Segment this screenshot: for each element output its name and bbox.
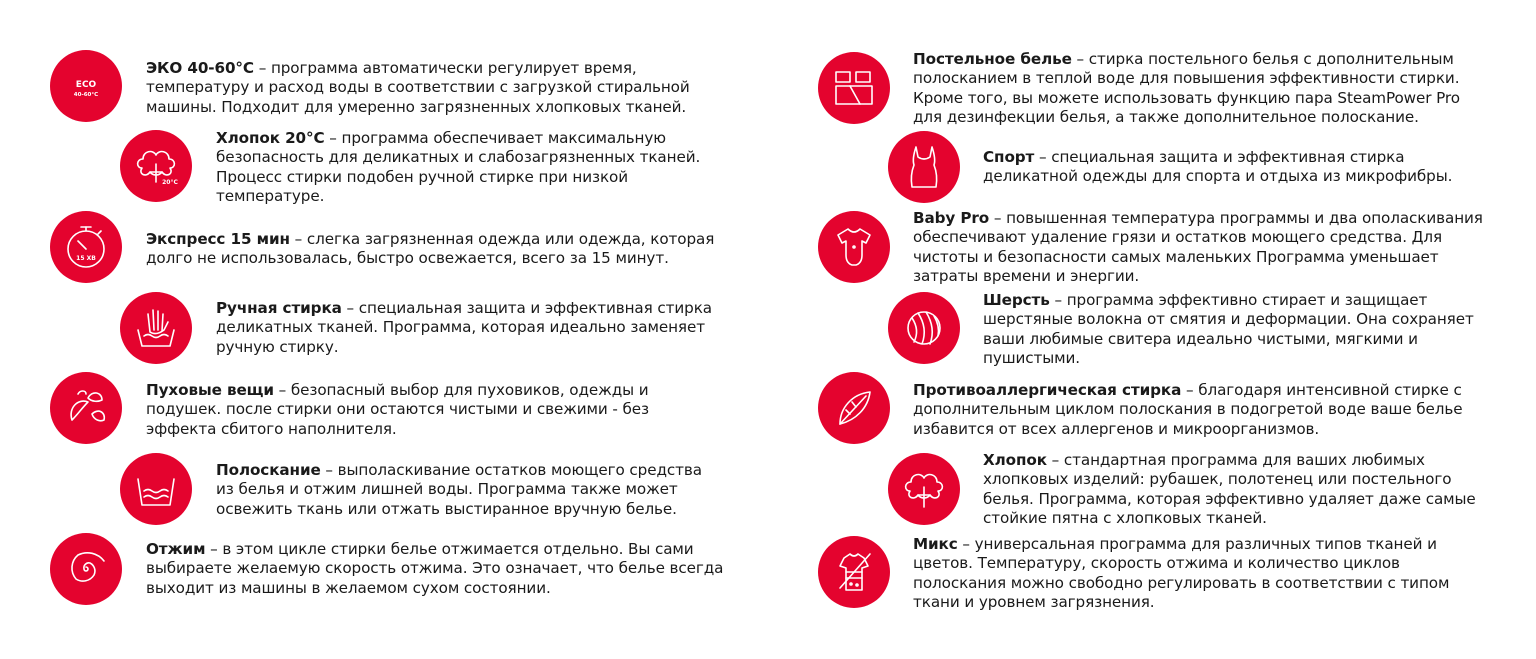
program-title: Противоаллергическая стирка — [913, 381, 1182, 399]
program-title: Ручная стирка — [216, 299, 342, 317]
eco-icon-label: ECO — [75, 80, 97, 90]
program-title: Пуховые вещи — [146, 381, 274, 399]
program-description: Baby Pro – повышенная температура программы и два ополаскивания обеспечивают удаление грязи и остатков моющего средства. Для чистоты и безопасности самых маленьких Программа уменьшает затраты времени и энергии. — [913, 209, 1483, 286]
program-text: программа эффективно стирает и защищает шерстяные волокна от смятия и деформации. Она сохраняет ваши любимые свитера идеально чистыми, мягкими и пушистыми. — [983, 291, 1474, 368]
program-description: Хлопок – стандартная программа для ваших любимых хлопковых изделий: рубашек, полотенец или постельного белья. Программа, которая эффективно удаляет даже самые стойкие пятна с хлопковых тканей. — [983, 451, 1476, 528]
cotton-icon — [888, 453, 960, 525]
program-description: Противоаллергическая стирка – благодаря интенсивной стирке с дополнительным циклом полоскания в подогретой воде ваше белье избавится от всех аллергенов и микроорганизмов. — [913, 381, 1463, 438]
program-description: Пуховые вещи – безопасный выбор для пуховиков, одежды и подушек. после стирки они остаются чистыми и свежими - без эффекта сбитого наполнителя. — [146, 381, 650, 438]
program-text: безопасный выбор для пуховиков, одежды и подушек. после стирки они остаются чистыми и свежими - без эффекта сбитого наполнителя. — [146, 381, 650, 438]
program-text: благодаря интенсивной стирке с дополнительным циклом полоскания в подогретой воде ваше белье избавится от всех аллергенов и микроорганизмов. — [913, 381, 1463, 438]
program-title: ЭКО 40-60°C — [146, 59, 254, 77]
program-description: Спорт – специальная защита и эффективная стирка деликатной одежды для спорта и отдыха из микрофибры. — [983, 148, 1453, 186]
program-text: программа обеспечивает максимальную безопасность для деликатных и слабозагрязненных тканей. Процесс стирки подобен ручной стирке при низкой температуре. — [216, 129, 701, 206]
program-description: Хлопок 20°C – программа обеспечивает максимальную безопасность для деликатных и слабозагрязненных тканей. Процесс стирки подобен ручной стирке при низкой температуре. — [216, 129, 701, 206]
program-description: Постельное белье – стирка постельного белья с дополнительным полосканием в теплой воде для повышения эффективности стирки. Кроме того, вы можете использовать функцию пара SteamPower Pro для дезинфекции белья, а также дополнительное полоскание. — [913, 50, 1460, 127]
program-title: Постельное белье — [913, 50, 1072, 68]
program-title: Baby Pro — [913, 209, 990, 227]
program-title: Хлопок 20°C — [216, 129, 325, 147]
mix-clothes-icon — [818, 536, 890, 608]
bedding-icon — [818, 52, 890, 124]
feathers-icon — [50, 372, 122, 444]
sport-top-icon — [888, 131, 960, 203]
wool-ball-icon — [888, 292, 960, 364]
program-title: Хлопок — [983, 451, 1047, 469]
program-description: ЭКО 40-60°C – программа автоматически регулирует время, температуру и расход воды в соответствии с загрузкой стиральной машины. Подходит для умеренно загрязненных хлопковых тканей. — [146, 59, 690, 116]
program-description: Микс – универсальная программа для различных типов тканей и цветов. Температуру, скорость отжима и количество циклов полоскания можно свободно регулировать в соответствии с типом ткани и уровнем загрязнения. — [913, 535, 1450, 612]
stopwatch-icon — [50, 211, 122, 283]
program-title: Отжим — [146, 540, 206, 558]
eco-icon — [50, 50, 122, 122]
spin-icon — [50, 533, 122, 605]
program-text: стандартная программа для ваших любимых хлопковых изделий: рубашек, полотенец или постельного белья. Программа, которая эффективно удаляет даже самые стойкие пятна с хлопковых тканей. — [983, 451, 1476, 528]
rinse-icon — [120, 453, 192, 525]
program-text: повышенная температура программы и два ополаскивания обеспечивают удаление грязи и остатков моющего средства. Для чистоты и безопасности самых маленьких Программа уменьшает затраты времени и энергии. — [913, 209, 1483, 286]
program-title: Экспресс 15 мин — [146, 230, 290, 248]
feather-icon — [818, 372, 890, 444]
eco-icon-sublabel: 40-60°C — [73, 92, 99, 98]
program-text: программа автоматически регулирует время, температуру и расход воды в соответствии с загрузкой стиральной машины. Подходит для умеренно загрязненных хлопковых тканей. — [146, 59, 690, 116]
program-text: в этом цикле стирки белье отжимается отдельно. Вы сами выбираете желаемую скорость отжима. Это означает, что белье всегда выходит из машины в желаемом сухом состоянии. — [146, 540, 724, 597]
program-text: выполаскивание остатков моющего средства из белья и отжим лишней воды. Программа также может освежить ткань или отжать выстиранное вручную белье. — [216, 461, 702, 518]
stopwatch-icon-label: 15 ХВ — [76, 255, 96, 262]
program-text: специальная защита и эффективная стирка деликатных тканей. Программа, которая идеально заменяет ручную стирку. — [216, 299, 712, 356]
program-title: Микс — [913, 535, 958, 553]
program-description: Экспресс 15 мин – слегка загрязненная одежда или одежда, которая долго не использовалась, быстро освежается, всего за 15 минут. — [146, 230, 715, 268]
program-title: Полоскание — [216, 461, 321, 479]
program-description: Шерсть – программа эффективно стирает и защищает шерстяные волокна от смятия и деформации. Она сохраняет ваши любимые свитера идеально чистыми, мягкими и пушистыми. — [983, 291, 1474, 368]
program-title: Спорт — [983, 148, 1035, 166]
program-description: Ручная стирка – специальная защита и эффективная стирка деликатных тканей. Программа, которая идеально заменяет ручную стирку. — [216, 299, 712, 356]
cotton-20-icon — [120, 130, 192, 202]
baby-bodysuit-icon — [818, 211, 890, 283]
program-description: Отжим – в этом цикле стирки белье отжимается отдельно. Вы сами выбираете желаемую скорость отжима. Это означает, что белье всегда выходит из машины в желаемом сухом состоянии. — [146, 540, 724, 597]
program-text: слегка загрязненная одежда или одежда, которая долго не использовалась, быстро освежается, всего за 15 минут. — [146, 230, 715, 268]
program-description: Полоскание – выполаскивание остатков моющего средства из белья и отжим лишней воды. Программа также может освежить ткань или отжать выстиранное вручную белье. — [216, 461, 702, 518]
hand-wash-icon — [120, 292, 192, 364]
program-text: универсальная программа для различных типов тканей и цветов. Температуру, скорость отжима и количество циклов полоскания можно свободно регулировать в соответствии с типом ткани и уровнем загрязнения. — [913, 535, 1450, 612]
program-title: Шерсть — [983, 291, 1050, 309]
cotton-20-icon-label: 20°C — [162, 179, 178, 186]
program-text: стирка постельного белья с дополнительным полосканием в теплой воде для повышения эффективности стирки. Кроме того, вы можете использовать функцию пара SteamPower Pro для дезинфекции белья, а также дополнительное полоскание. — [913, 50, 1460, 127]
program-text: специальная защита и эффективная стирка деликатной одежды для спорта и отдыха из микрофибры. — [983, 148, 1453, 186]
